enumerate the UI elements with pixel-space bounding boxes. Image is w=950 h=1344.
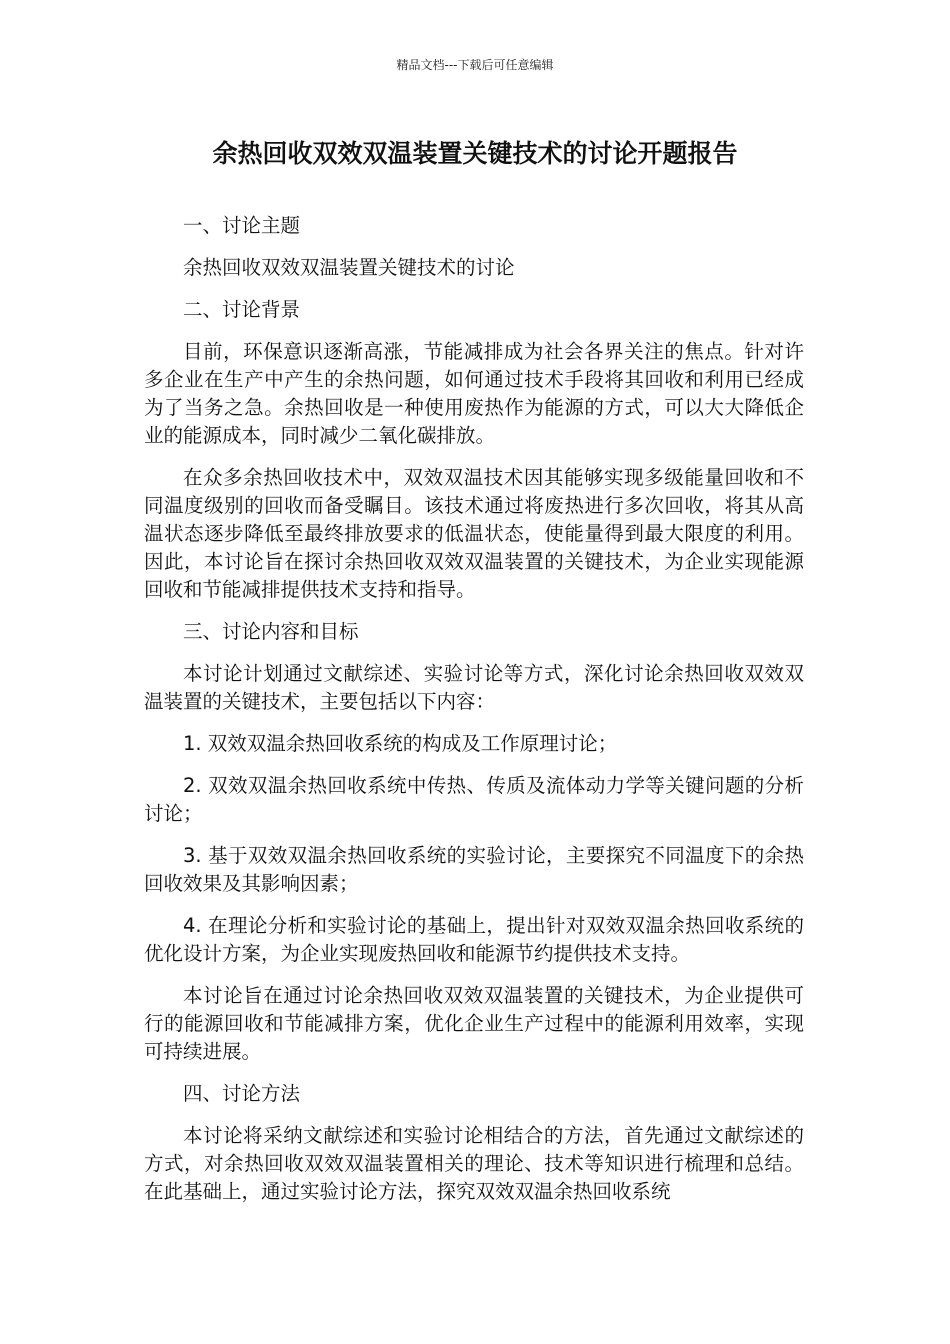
- paragraph-background-1: 目前，环保意识逐渐高涨，节能减排成为社会各界关注的焦点。针对许多企业在生产中产生的余热问题，如何通过技术手段将其回收和利用已经成为了当务之急。余热回收是一种使用废热作为能源的方式，可以大大降低企业的能源成本，同时减少二氧化碳排放。: [144, 340, 804, 447]
- section-heading-topic: 一、讨论主题: [183, 214, 301, 237]
- paragraph-background-2: 在众多余热回收技术中，双效双温技术因其能够实现多级能量回收和不同温度级别的回收而备受瞩目。该技术通过将废热进行多次回收，将其从高温状态逐步降低至最终排放要求的低温状态，使能量得到最大限度的利用。因此，本讨论旨在探讨余热回收双效双温装置的关键技术，为企业实现能源回收和节能减排提供技术支持和指导。: [144, 466, 804, 601]
- list-item-2: 2. 双效双温余热回收系统中传热、传质及流体动力学等关键问题的分析讨论；: [144, 774, 804, 825]
- paragraph-methods: 本讨论将采纳文献综述和实验讨论相结合的方法，首先通过文献综述的方式，对余热回收双效双温装置相关的理论、技术等知识进行梳理和总结。在此基础上，通过实验讨论方法，探究双效双温余热回收系统: [144, 1124, 804, 1203]
- paragraph-goals: 本讨论旨在通过讨论余热回收双效双温装置的关键技术，为企业提供可行的能源回收和节能减排方案，优化企业生产过程中的能源利用效率，实现可持续进展。: [144, 984, 804, 1063]
- document-title: 余热回收双效双温装置关键技术的讨论开题报告: [212, 139, 738, 168]
- list-item-3: 3. 基于双效双温余热回收系统的实验讨论，主要探究不同温度下的余热回收效果及其影响因素；: [144, 844, 804, 895]
- header-note: 精品文档---下载后可任意编辑: [396, 58, 554, 72]
- section-heading-methods: 四、讨论方法: [183, 1082, 301, 1105]
- list-item-1: 1. 双效双温余热回收系统的构成及工作原理讨论；: [183, 732, 618, 755]
- paragraph-topic: 余热回收双效双温装置关键技术的讨论: [183, 256, 515, 279]
- section-heading-content-goals: 三、讨论内容和目标: [183, 620, 359, 643]
- section-heading-background: 二、讨论背景: [183, 298, 301, 321]
- list-item-4: 4. 在理论分析和实验讨论的基础上，提出针对双效双温余热回收系统的优化设计方案，为企业实现废热回收和能源节约提供技术支持。: [144, 914, 804, 965]
- paragraph-content-intro: 本讨论计划通过文献综述、实验讨论等方式，深化讨论余热回收双效双温装置的关键技术，主要包括以下内容：: [144, 662, 804, 713]
- document-body: [144, 212, 804, 1206]
